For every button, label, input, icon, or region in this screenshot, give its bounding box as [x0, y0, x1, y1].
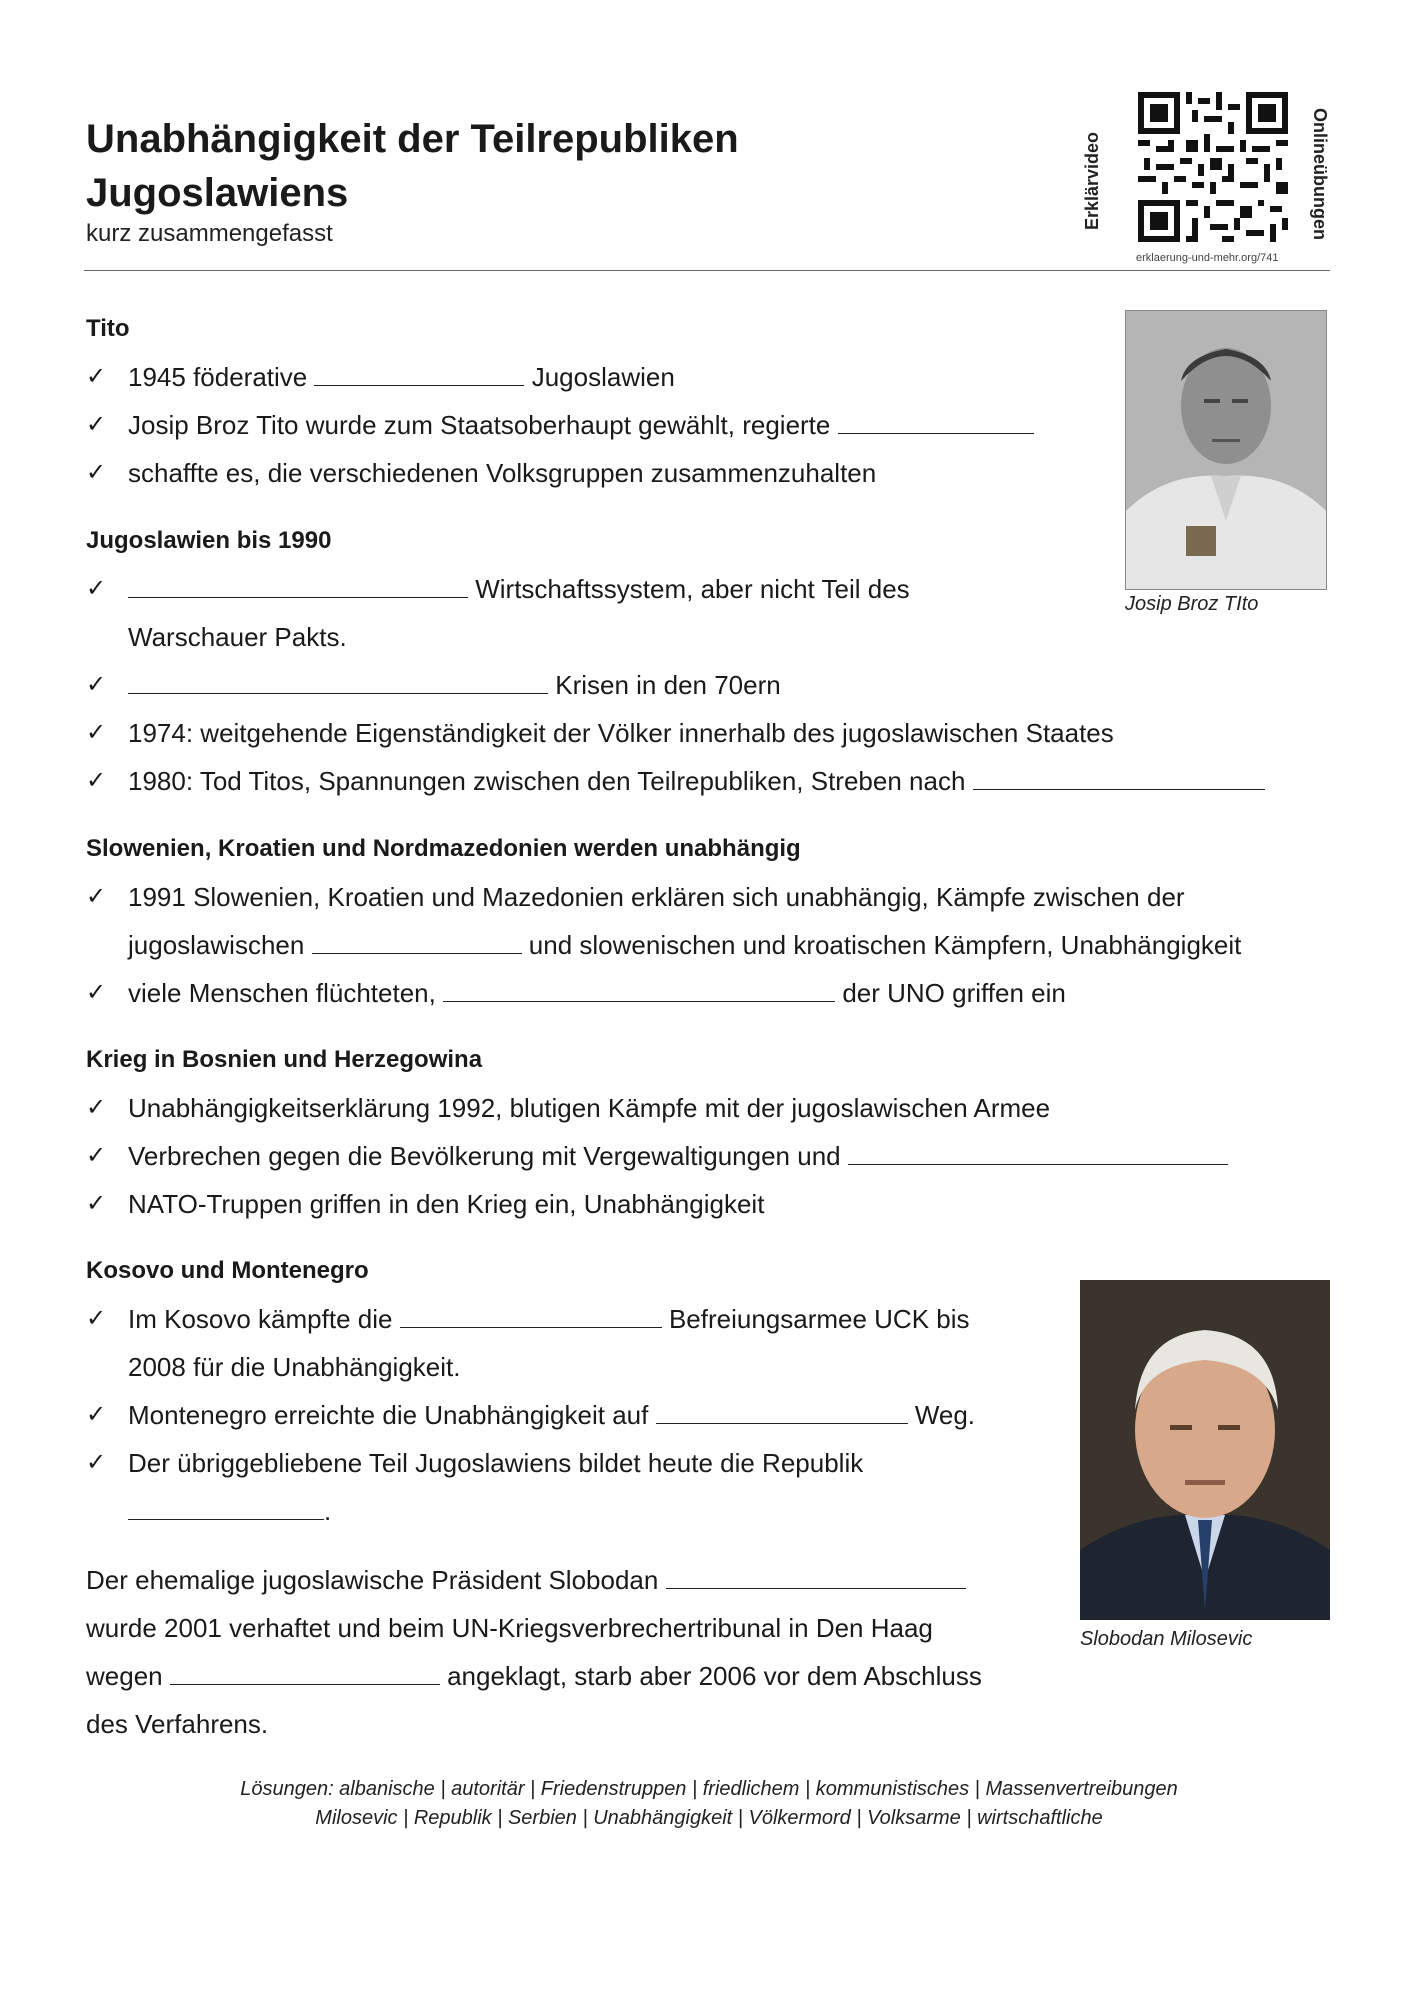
check-icon: ✓: [86, 1142, 107, 1169]
fill-blank[interactable]: [128, 1497, 324, 1520]
check-icon: ✓: [86, 575, 107, 602]
fill-blank[interactable]: [656, 1401, 908, 1424]
fill-blank[interactable]: [312, 931, 522, 954]
section-heading-tito: Tito: [86, 315, 130, 342]
kosovo-line-1-cont: 2008 für die Unabhängigkeit.: [128, 1352, 461, 1382]
milosevic-photo: [1080, 1280, 1330, 1620]
bosnien-line-1: Unabhängigkeitserklärung 1992, blutigen Kämpfe mit der jugoslawischen Armee: [128, 1093, 1051, 1123]
tito-line-1: 1945 föderative Jugoslawien: [128, 362, 675, 392]
bis1990-line-2: Krisen in den 70ern: [128, 670, 781, 701]
check-icon: ✓: [86, 1401, 107, 1428]
tito-line-2: Josip Broz Tito wurde zum Staatsoberhaupt gewählt, regierte: [128, 410, 1034, 441]
page-title: [86, 112, 986, 220]
bis1990-line-3: 1974: weitgehende Eigenständigkeit der Völker innerhalb des jugoslawischen Staates: [128, 718, 1114, 748]
milosevic-paragraph-3: wegen angeklagt, starb aber 2006 vor dem Abschluss: [86, 1661, 982, 1691]
kosovo-line-3-cont: .: [128, 1496, 331, 1527]
kosovo-line-3: Der übriggebliebene Teil Jugoslawiens bildet heute die Republik: [128, 1448, 864, 1478]
unabh-line-1-cont: jugoslawischen und slowenischen und kroatischen Kämpfern, Unabhängigkeit: [128, 930, 1242, 960]
milosevic-paragraph-2: wurde 2001 verhaftet und beim UN-Kriegsverbrechertribunal in Den Haag: [86, 1613, 933, 1643]
erklaervideo-label: Erklärvideo: [1082, 131, 1102, 230]
title-line-2: Jugoslawiens: [86, 171, 349, 215]
check-icon: ✓: [86, 767, 107, 794]
check-icon: ✓: [86, 979, 107, 1006]
fill-blank[interactable]: [666, 1566, 966, 1589]
title-line-1: Unabhängigkeit der Teilrepubliken: [86, 117, 739, 161]
qr-url-caption: erklaerung-und-mehr.org/741: [1136, 252, 1279, 264]
onlineuebungen-label: Onlineübungen: [1310, 108, 1330, 240]
section-heading-kosovo: Kosovo und Montenegro: [86, 1257, 369, 1284]
milosevic-paragraph-1: Der ehemalige jugoslawische Präsident Slobodan: [86, 1565, 966, 1596]
bosnien-line-3: NATO-Truppen griffen in den Krieg ein, Unabhängigkeit: [128, 1189, 765, 1219]
check-icon: ✓: [86, 1449, 107, 1476]
fill-blank[interactable]: [128, 671, 548, 694]
check-icon: ✓: [86, 363, 107, 390]
check-icon: ✓: [86, 1305, 107, 1332]
check-icon: ✓: [86, 411, 107, 438]
page-subtitle: kurz zusammengefasst: [86, 220, 333, 247]
unabh-line-1: 1991 Slowenien, Kroatien und Mazedonien erklären sich unabhängig, Kämpfe zwischen der: [128, 882, 1185, 912]
fill-blank[interactable]: [314, 363, 524, 386]
tito-line-3: schaffte es, die verschiedenen Volksgruppen zusammenzuhalten: [128, 458, 877, 488]
header-divider: [84, 270, 1330, 271]
milosevic-paragraph-4: des Verfahrens.: [86, 1709, 269, 1739]
bis1990-line-1-cont: Warschauer Pakts.: [128, 622, 347, 652]
check-icon: ✓: [86, 719, 107, 746]
fill-blank[interactable]: [848, 1142, 1228, 1165]
check-icon: ✓: [86, 459, 107, 486]
check-icon: ✓: [86, 1190, 107, 1217]
check-icon: ✓: [86, 1094, 107, 1121]
fill-blank[interactable]: [973, 767, 1265, 790]
check-icon: ✓: [86, 671, 107, 698]
unabh-line-2: viele Menschen flüchteten, der UNO griffen ein: [128, 978, 1066, 1008]
milosevic-caption: Slobodan Milosevic: [1080, 1628, 1253, 1650]
fill-blank[interactable]: [838, 411, 1034, 434]
solutions-box: [86, 1775, 1332, 1833]
kosovo-line-2: Montenegro erreichte die Unabhängigkeit auf Weg.: [128, 1400, 976, 1430]
qr-code-icon[interactable]: [1138, 92, 1288, 242]
section-heading-unabhaengig: Slowenien, Kroatien und Nordmazedonien werden unabhängig: [86, 835, 801, 862]
section-heading-bis-1990: Jugoslawien bis 1990: [86, 527, 332, 554]
tito-caption: Josip Broz TIto: [1125, 593, 1259, 615]
bis1990-line-1: Wirtschaftssystem, aber nicht Teil des: [128, 574, 910, 605]
fill-blank[interactable]: [443, 979, 835, 1002]
fill-blank[interactable]: [400, 1305, 662, 1328]
kosovo-line-1: Im Kosovo kämpfte die Befreiungsarmee UCK bis: [128, 1304, 970, 1334]
section-heading-bosnien: Krieg in Bosnien und Herzegowina: [86, 1046, 483, 1073]
bis1990-line-4: 1980: Tod Titos, Spannungen zwischen den Teilrepubliken, Streben nach: [128, 766, 1265, 797]
fill-blank[interactable]: [128, 575, 468, 598]
tito-photo: [1125, 310, 1327, 590]
fill-blank[interactable]: [170, 1662, 440, 1685]
bosnien-line-2: Verbrechen gegen die Bevölkerung mit Vergewaltigungen und: [128, 1141, 1228, 1172]
check-icon: ✓: [86, 883, 107, 910]
solutions-line-2: Milosevic | Republik | Serbien | Unabhängigkeit | Völkermord | Volksarme | wirtschaftliche: [315, 1807, 1103, 1829]
solutions-line-1: Lösungen: albanische | autoritär | Friedenstruppen | friedlichem | kommunistisches | Massenvertreibungen: [240, 1778, 1178, 1800]
